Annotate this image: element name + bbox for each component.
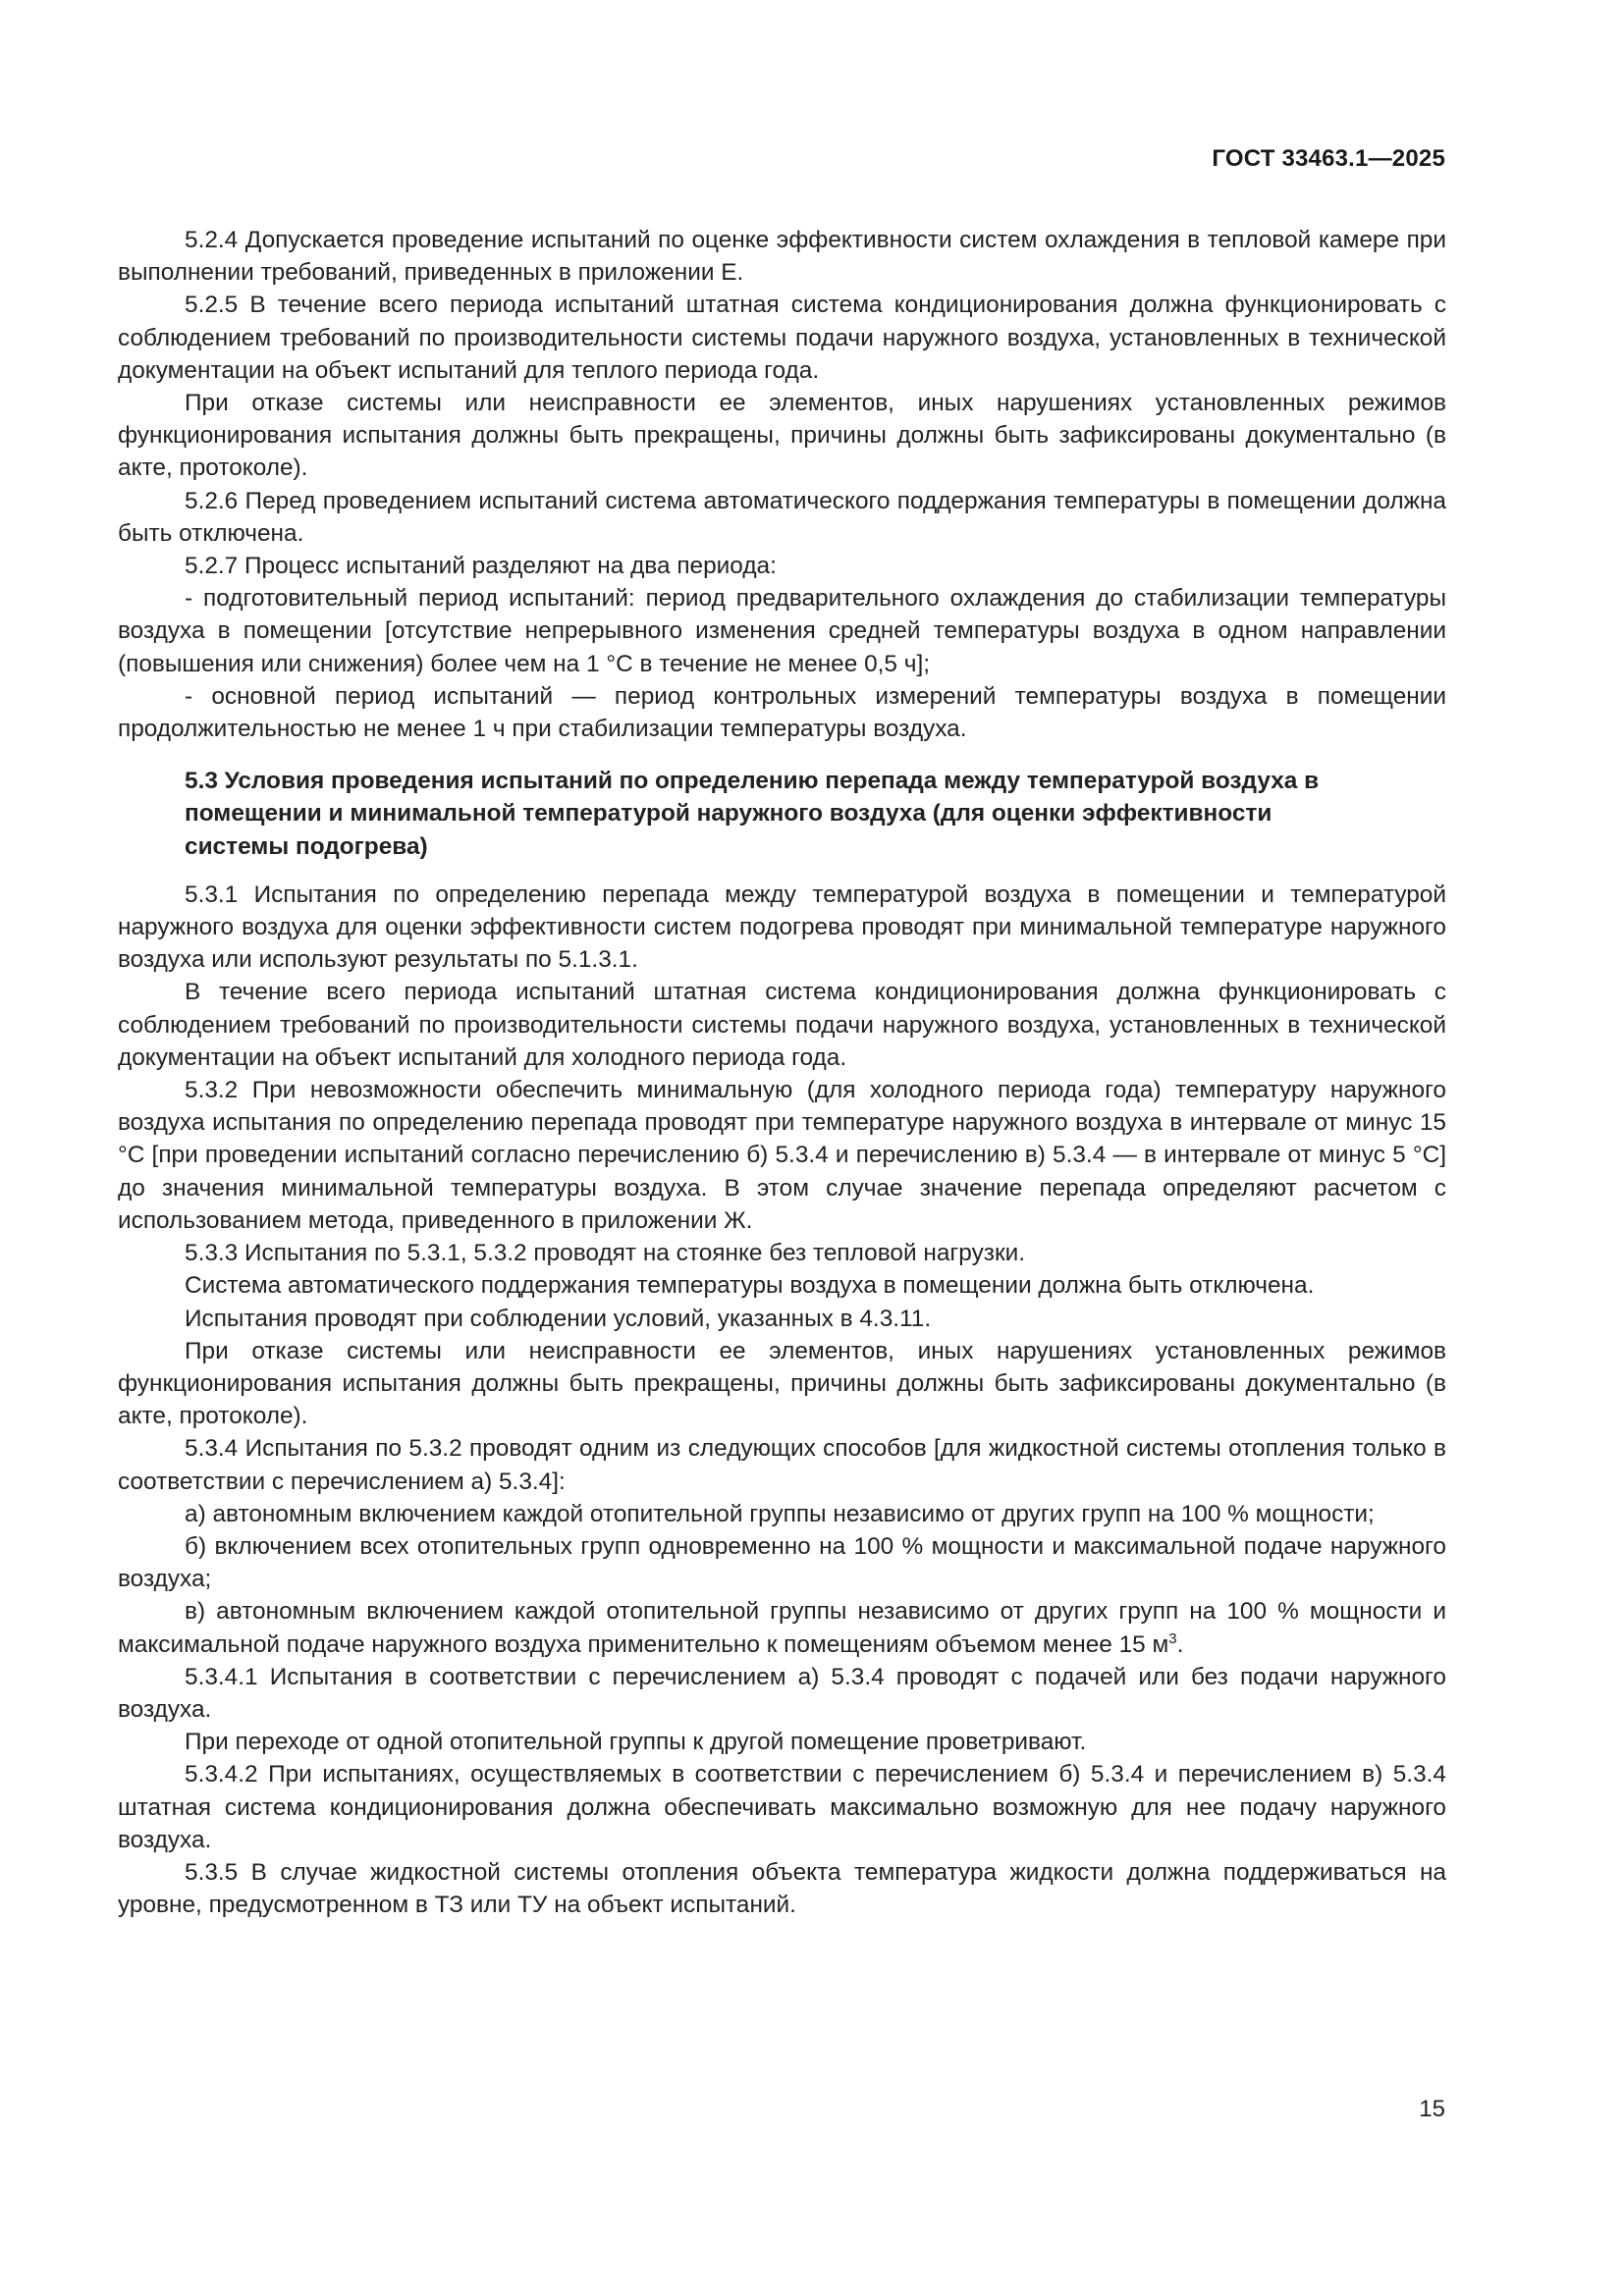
paragraph-cold-period: В течение всего периода испытаний штатная система кондиционирования должна функционировать с соблюдением требований по производительности системы подачи наружного воздуха, установленных в технической документации на объект испытаний для холодного периода года. bbox=[118, 979, 1446, 1071]
superscript-3: 3 bbox=[1168, 1629, 1177, 1647]
paragraph-failure-note: При отказе системы или неисправности ее элементов, иных нарушениях установленных режимов функционирования испытания должны быть прекращены, причины должны быть зафиксированы документально (в акте, протоколе). bbox=[118, 390, 1446, 482]
paragraph-5-3-4: 5.3.4 Испытания по 5.3.2 проводят одним из следующих способов [для жидкостной системы отопления только в соответствии с перечислением а) 5.3.4]: bbox=[118, 1435, 1446, 1495]
paragraph-5-2-5: 5.2.5 В течение всего периода испытаний штатная система кондиционирования должна функционировать с соблюдением требований по производительности системы подачи наружного воздуха, установленных в технической документации на объект испытаний для теплого периода года. bbox=[118, 292, 1446, 384]
list-item-v-end: . bbox=[1176, 1630, 1184, 1658]
paragraph-5-2-4: 5.2.4 Допускается проведение испытаний по оценке эффективности систем охлаждения в тепловой камере при выполнении требований, приведенных в приложении Е. bbox=[118, 227, 1446, 287]
list-item-v bbox=[118, 1595, 1446, 1660]
list-item-a: а) автономным включением каждой отопительной группы независимо от других групп на 100 % мощности; bbox=[185, 1500, 1375, 1527]
paragraph-5-3-3: 5.3.3 Испытания по 5.3.1, 5.3.2 проводят на стоянке без тепловой нагрузки. bbox=[185, 1240, 1026, 1267]
paragraph-failure-note-2: При отказе системы или неисправности ее элементов, иных нарушениях установленных режимов функционирования испытания должны быть прекращены, причины должны быть зафиксированы документально (в акте, протоколе). bbox=[118, 1337, 1446, 1430]
paragraph-5-3-1: 5.3.1 Испытания по определению перепада между температурой воздуха в помещении и температурой наружного воздуха для оценки эффективности систем подогрева проводят при минимальной температуре наружного воздуха или используют результаты по 5.1.3.1. bbox=[118, 881, 1446, 974]
paragraph-5-3-2: 5.3.2 При невозможности обеспечить минимальную (для холодного периода года) температуру наружного воздуха испытания по определению перепада проводят при температуре наружного воздуха в интервале от минус 15 °С [при проведении испытаний согласно перечислению б) 5.3.4 и перечислению в) 5.3.4 — в интервале от минус 5 °С] до значения минимальной температуры воздуха. В этом случае значение перепада определяют расчетом с использованием метода, приведенного в приложении Ж. bbox=[118, 1077, 1446, 1234]
page-number: 15 bbox=[1419, 2096, 1445, 2122]
section-heading-5-3: 5.3 Условия проведения испытаний по определению перепада между температурой воздуха в помещении и минимальной температурой наружного воздуха (для оценки эффективности системы подогрева) bbox=[185, 768, 1320, 860]
paragraph-ventilation: При переходе от одной отопительной группы к другой помещение проветривают. bbox=[185, 1729, 1087, 1756]
list-item-preparatory-period: - подготовительный период испытаний: период предварительного охлаждения до стабилизации температуры воздуха в помещении [отсутствие непрерывного изменения средней температуры воздуха в одном направлении (повышения или снижения) более чем на 1 °С в течение не менее 0,5 ч]; bbox=[118, 585, 1446, 677]
paragraph-auto-system-off: Система автоматического поддержания температуры воздуха в помещении должна быть отключена. bbox=[185, 1272, 1315, 1300]
document-code-header: ГОСТ 33463.1—2025 bbox=[1212, 145, 1445, 172]
paragraph-conditions: Испытания проводят при соблюдении условий, указанных в 4.3.11. bbox=[185, 1305, 932, 1332]
paragraph-5-3-5: 5.3.5 В случае жидкостной системы отопления объекта температура жидкости должна поддерживаться на уровне, предусмотренном в ТЗ или ТУ на объект испытаний. bbox=[118, 1858, 1446, 1919]
paragraph-5-3-4-2: 5.3.4.2 При испытаниях, осуществляемых в соответствии с перечислением б) 5.3.4 и перечислением в) 5.3.4 штатная система кондиционирования должна обеспечивать максимально возможную для нее подачу наружного воздуха. bbox=[118, 1761, 1446, 1853]
paragraph-5-2-7: 5.2.7 Процесс испытаний разделяют на два периода: bbox=[185, 553, 777, 580]
list-item-v-text: в) автономным включением каждой отопительной группы независимо от других групп на 100 % мощности и максимальной подаче наружного воздуха применительно к помещениям объемом менее 15 м bbox=[118, 1598, 1446, 1658]
paragraph-5-2-6: 5.2.6 Перед проведением испытаний система автоматического поддержания температуры в помещении должна быть отключена. bbox=[118, 487, 1446, 547]
list-item-b: б) включением всех отопительных групп одновременно на 100 % мощности и максимальной подаче наружного воздуха; bbox=[118, 1532, 1446, 1593]
paragraph-5-3-4-1: 5.3.4.1 Испытания в соответствии с перечислением а) 5.3.4 проводят с подачей или без подачи наружного воздуха. bbox=[118, 1663, 1446, 1723]
document-body bbox=[118, 224, 1446, 1921]
list-item-main-period: - основной период испытаний — период контрольных измерений температуры воздуха в помещении продолжительностью не менее 1 ч при стабилизации температуры воздуха. bbox=[118, 682, 1446, 743]
